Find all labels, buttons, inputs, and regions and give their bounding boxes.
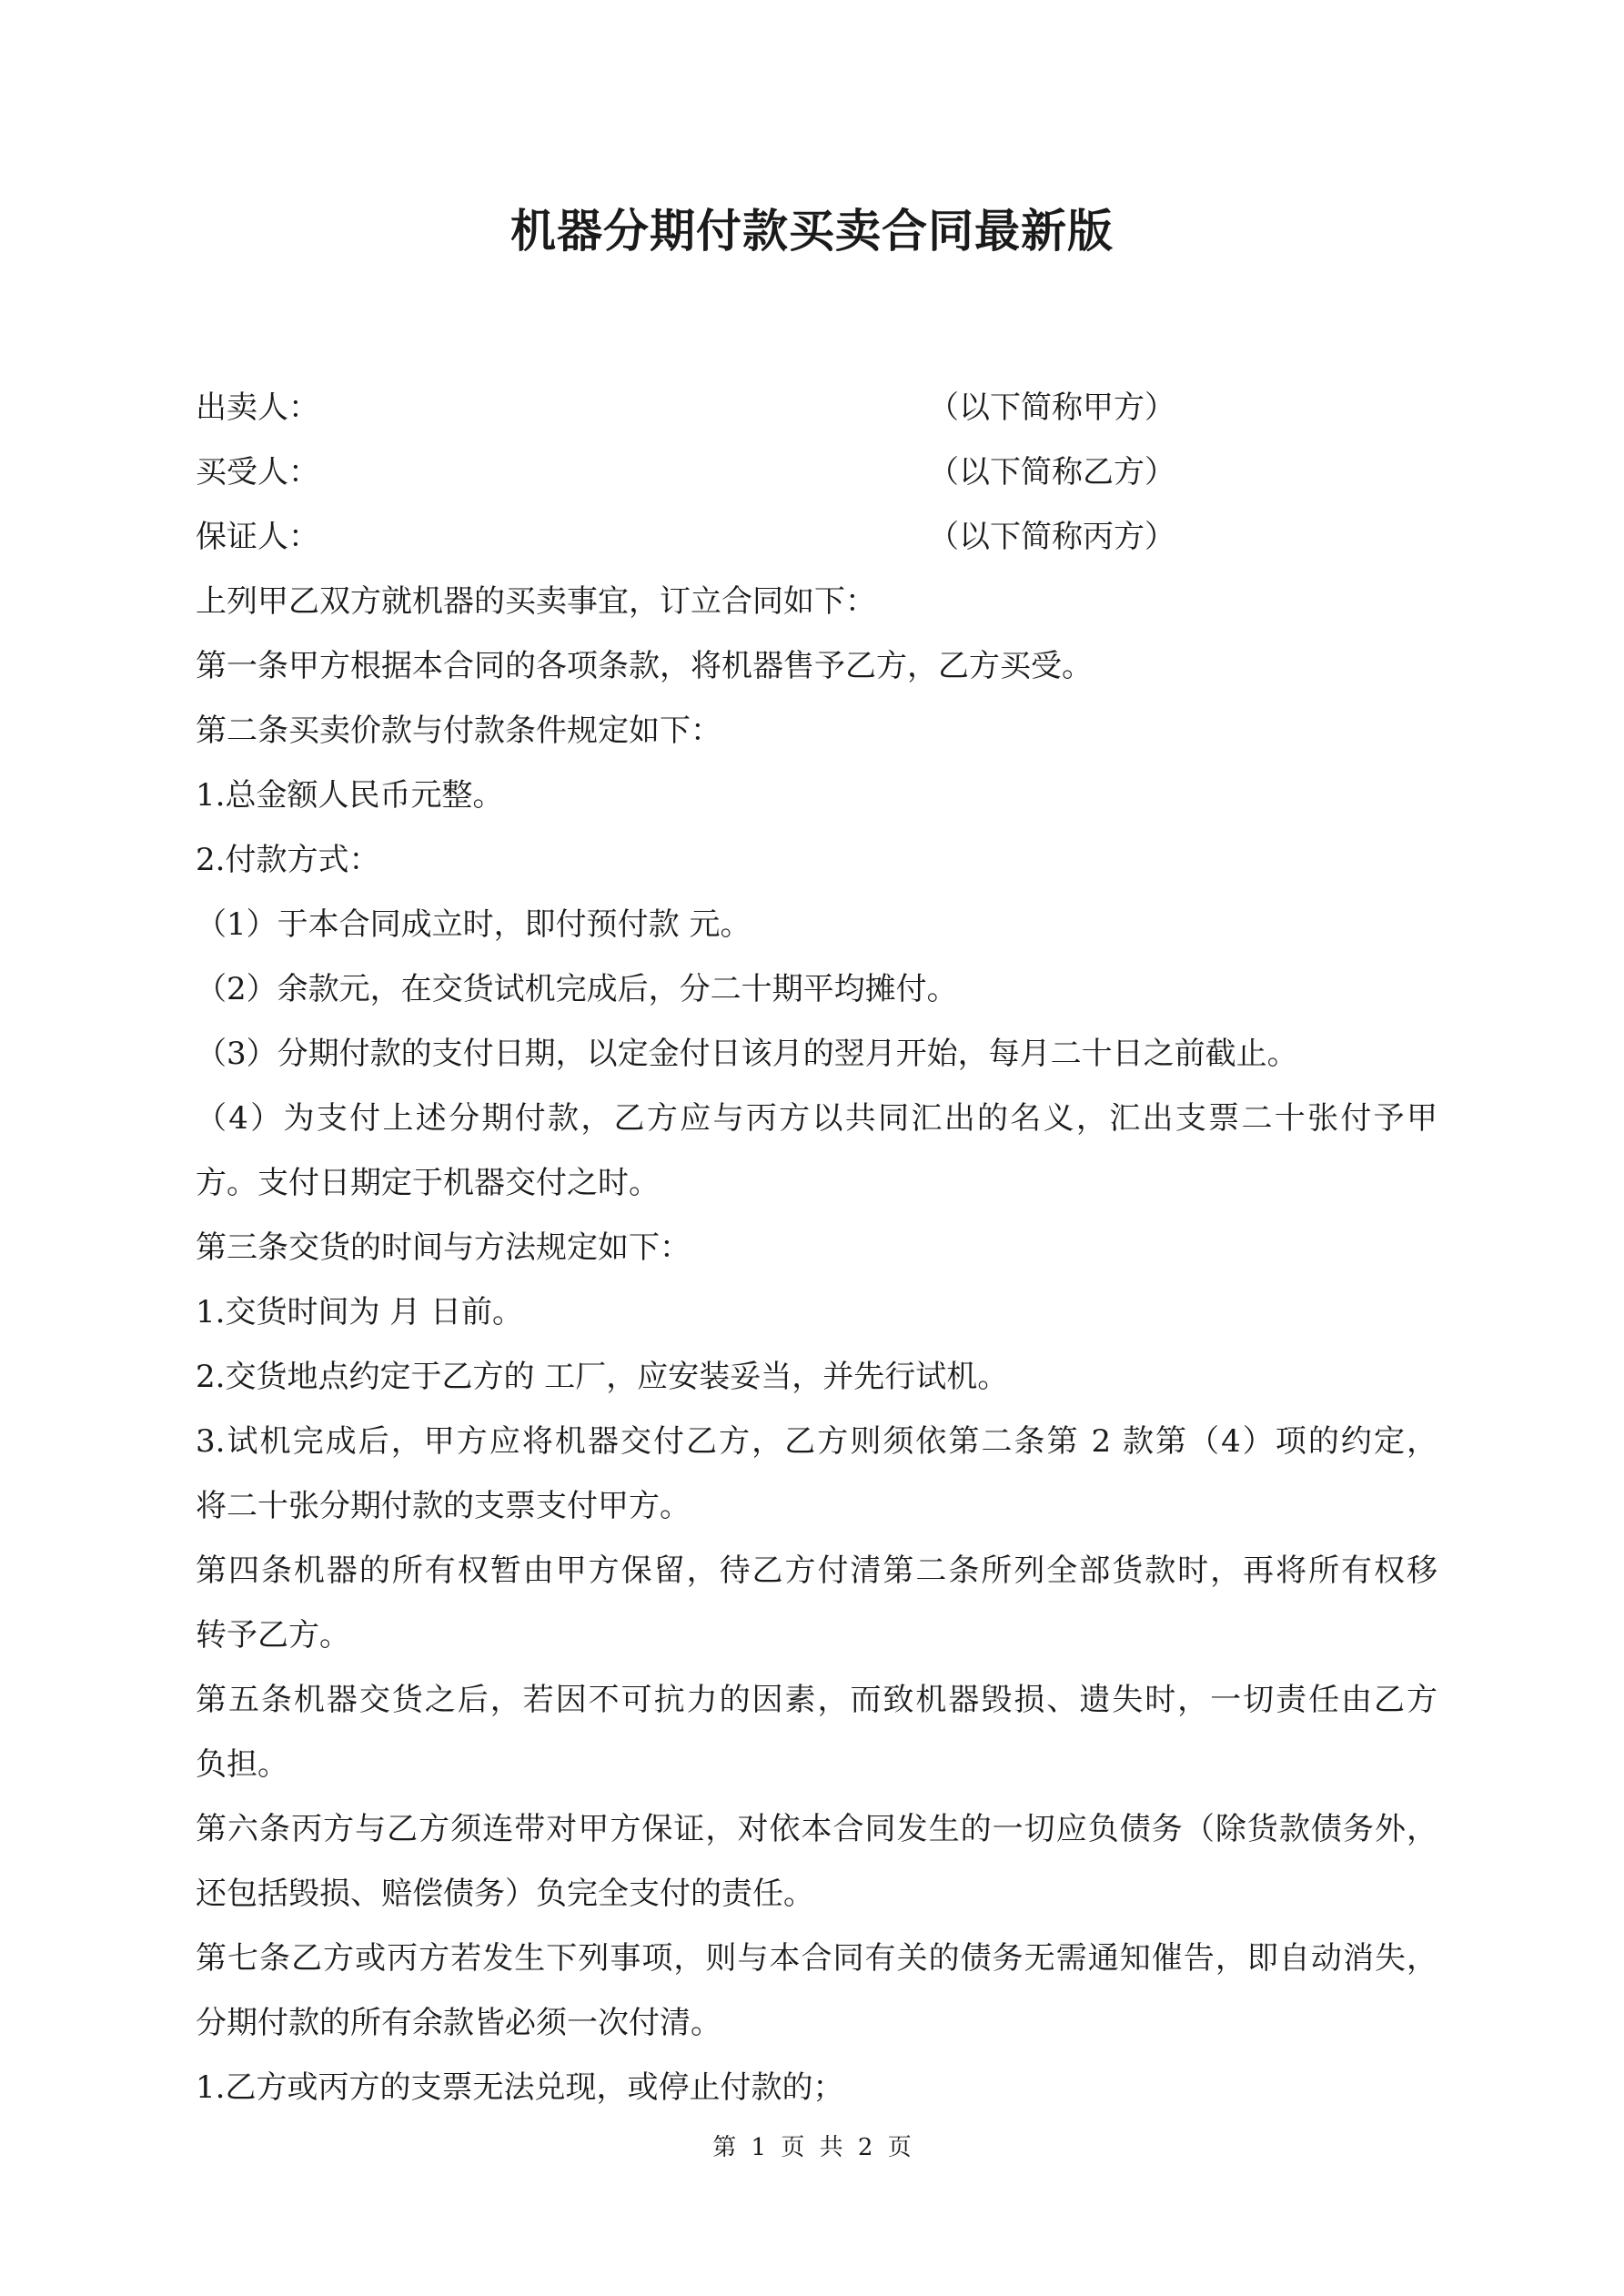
paragraph-line: 1.总金额人民币元整。	[196, 777, 504, 814]
paragraph-line: 转予乙方。	[196, 1617, 350, 1654]
paragraph-line: 第五条机器交货之后，若因不可抗力的因素，而致机器毁损、遗失时，一切责任由乙方	[196, 1682, 1437, 1718]
paragraph-line: 将二十张分期付款的支票支付甲方。	[196, 1488, 691, 1524]
paragraph-line: 方。支付日期定于机器交付之时。	[196, 1165, 660, 1201]
paragraph-line: 第六条丙方与乙方须连带对甲方保证，对依本合同发生的一切应负债务（除货款债务外，	[196, 1811, 1437, 1847]
paragraph-line: 第四条机器的所有权暂由甲方保留，待乙方付清第二条所列全部货款时，再将所有权移	[196, 1553, 1437, 1589]
party-buyer-label: 买受人：	[196, 454, 319, 491]
party-seller	[196, 376, 1437, 440]
party-buyer	[196, 440, 1437, 505]
paragraph-line: （3）分期付款的支付日期，以定金付日该月的翌月开始，每月二十日之前截止。	[196, 1036, 1298, 1072]
paragraph-line: 第一条甲方根据本合同的各项条款，将机器售予乙方，乙方买受。	[196, 648, 1093, 684]
party-guarantor-label: 保证人：	[196, 519, 319, 555]
paragraph-line: 第二条买卖价款与付款条件规定如下：	[196, 713, 721, 749]
paragraph-line: 上列甲乙双方就机器的买卖事宜，订立合同如下：	[196, 583, 876, 620]
paragraph-line: 分期付款的所有余款皆必须一次付清。	[196, 2005, 721, 2041]
paragraph-line: 1.乙方或丙方的支票无法兑现，或停止付款的；	[196, 2069, 844, 2106]
paragraph-line: 第三条交货的时间与方法规定如下：	[196, 1229, 691, 1266]
party-seller-label: 出卖人：	[196, 389, 319, 426]
paragraph-line: 2.付款方式：	[196, 842, 380, 878]
party-seller-suffix: （以下简称甲方）	[928, 389, 1175, 426]
party-buyer-suffix: （以下简称乙方）	[928, 454, 1175, 491]
party-guarantor-suffix: （以下简称丙方）	[928, 519, 1175, 555]
paragraph-line: （2）余款元，在交货试机完成后，分二十期平均摊付。	[196, 971, 958, 1007]
paragraph-line: （1）于本合同成立时，即付预付款 元。	[196, 906, 751, 943]
paragraph-line: 2.交货地点约定于乙方的 工厂，应安装妥当，并先行试机。	[196, 1359, 1009, 1395]
paragraph-line: 第七条乙方或丙方若发生下列事项，则与本合同有关的债务无需通知催告，即自动消失，	[196, 1940, 1437, 1977]
document-body	[196, 376, 1437, 2120]
page-number-footer: 第 1 页 共 2 页	[712, 2134, 912, 2161]
paragraph-line: 负担。	[196, 1746, 288, 1783]
paragraph-line: （4）为支付上述分期付款，乙方应与丙方以共同汇出的名义，汇出支票二十张付予甲	[196, 1100, 1437, 1137]
paragraph-line: 3.试机完成后，甲方应将机器交付乙方，乙方则须依第二条第 2 款第（4）项的约定，	[196, 1423, 1437, 1460]
document-title: 机器分期付款买卖合同最新版	[510, 204, 1114, 258]
paragraph-line: 还包括毁损、赔偿债务）负完全支付的责任。	[196, 1876, 814, 1912]
party-guarantor	[196, 505, 1437, 570]
paragraph-line: 1.交货时间为 月 日前。	[196, 1294, 524, 1330]
